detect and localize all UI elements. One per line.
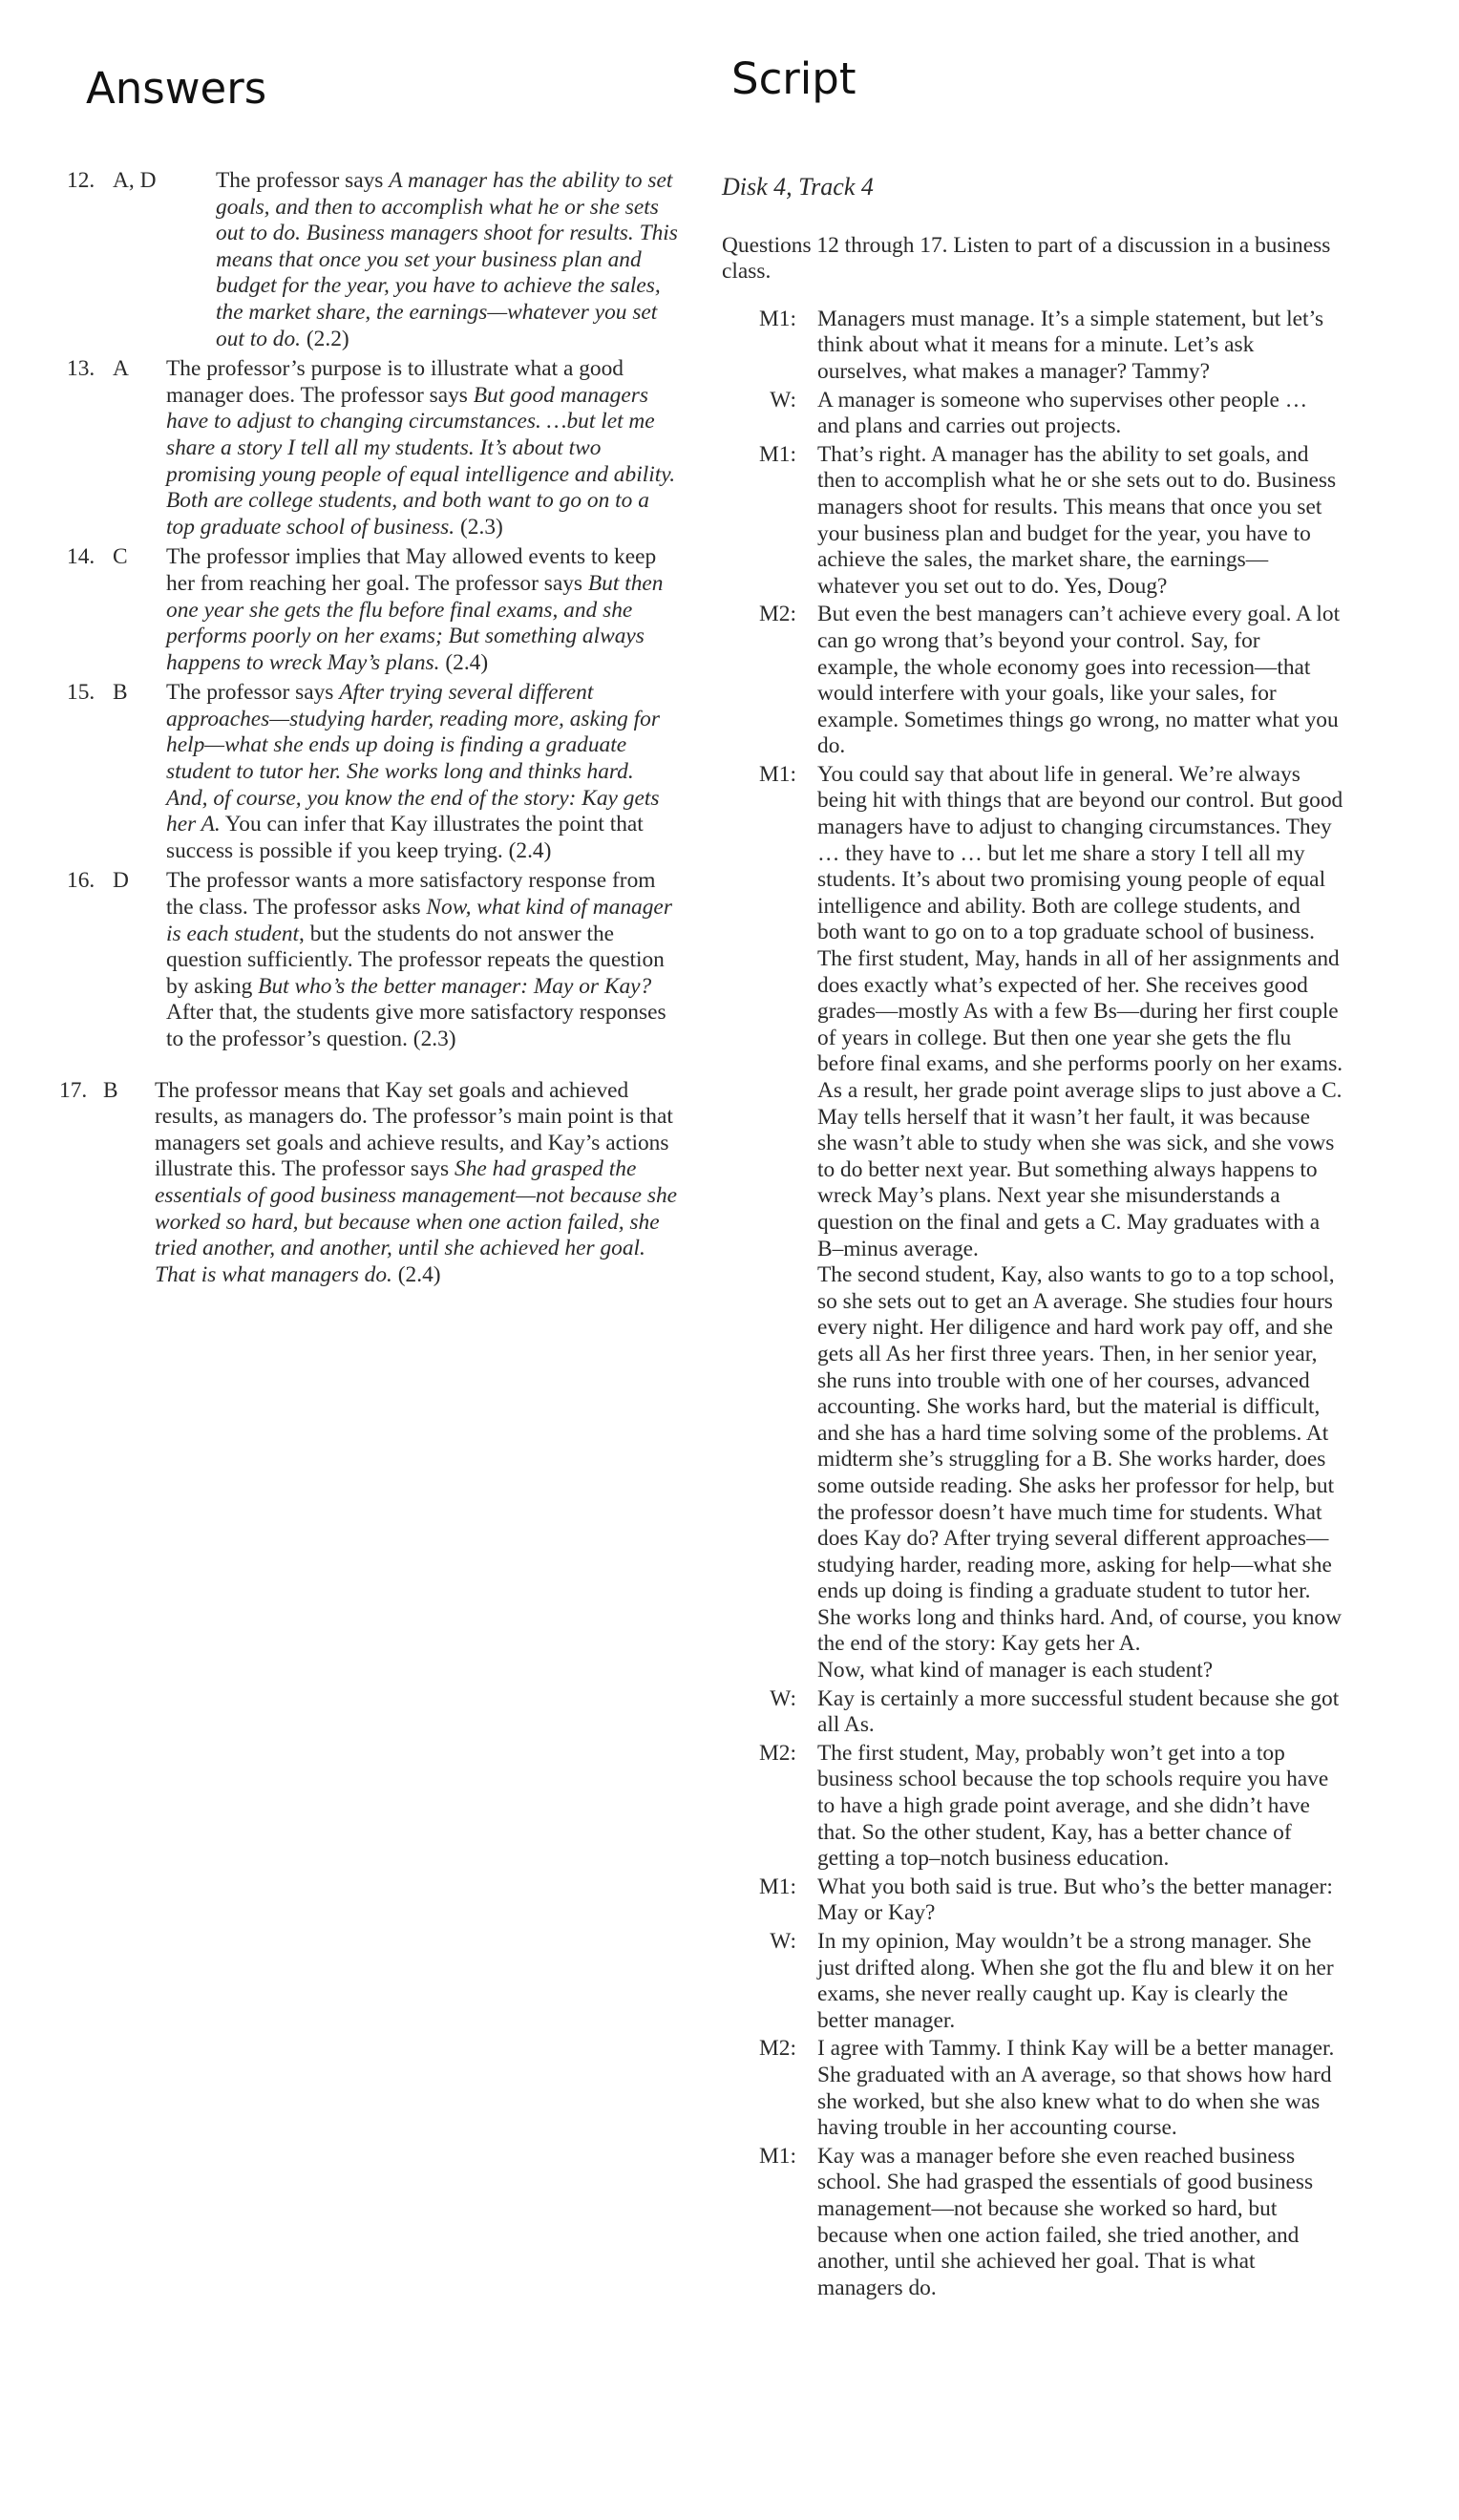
quoted-text: She had grasped the essentials of good business management—not because she worked so hard, but because when one action failed, she tried another, and another, until she achieved her goal. That is what managers do. <box>155 1156 678 1287</box>
explanation-text: The professor means that Kay set goals and achieved results, as managers do. The professor’s main point is that managers set goals and achieve results, and Kay’s actions illustrate this. The professor says <box>155 1077 673 1182</box>
script-heading: Script <box>731 53 856 104</box>
speaker-label: M2: <box>759 602 796 627</box>
explanation-text: (2.2) <box>301 326 349 351</box>
explanation-text: You can infer that Kay illustrates the point that success is possible if you keep trying. (2.4) <box>166 812 644 863</box>
explanation-text: (2.3) <box>455 514 503 540</box>
answer-item <box>67 356 678 540</box>
speech-text: In my opinion, May wouldn’t be a strong manager. She just drifted along. When she got the flu and blew it on her exams, she never really caught up. Kay is clearly the better manager. <box>817 1929 1334 2033</box>
dialogue-turn <box>722 1741 1344 1873</box>
speaker-label: M2: <box>759 1740 796 1766</box>
dialogue-turn <box>722 1874 1344 1927</box>
dialogue-turn <box>722 602 1344 760</box>
dialogue-turn <box>722 307 1344 386</box>
explanation-text: , but the students do not answer the question sufficiently. The professor repeats the question by asking <box>166 921 665 999</box>
speech-text: A manager is someone who supervises other people … and plans and carries out projects. <box>817 387 1308 439</box>
speech-text: The second student, Kay, also wants to go to a top school, so she sets out to get an A average. She studies four hours every night. Her diligence and hard work pay off, and she gets all As her first three years. Then, in her senior year, she runs into trouble with one of her courses, advanced accounting. She works hard, but the material is difficult, and she has a hard time solving some of the problems. At midterm she’s struggling for a B. She works harder, does some outside reading. She asks her professor for help, but the professor doesn’t have much time for students. What does Kay do? After trying several different approaches—studying harder, reading more, asking for help—what she ends up doing is finding a graduate student to tutor her. She works long and thinks hard. And, of course, you know the end of the story: Kay gets her A. <box>817 1262 1342 1657</box>
explanation-text: The professor says <box>216 168 390 193</box>
answer-item <box>67 680 678 864</box>
speaker-label: M1: <box>759 441 796 467</box>
answer-item <box>67 868 678 1052</box>
answer-number: 17. <box>59 1077 88 1103</box>
speech-text: But even the best managers can’t achieve every goal. A lot can go wrong that’s beyond your control. Say, for example, the whole economy goes into recession—that would interfere with your goals, like your sales, for example. Sometimes things go wrong, no matter what you do. <box>817 602 1341 759</box>
quoted-text: A manager has the ability to set goals, and then to accomplish what he or she sets out to do. Business managers shoot for results. This means that once you set your business plan and budget for the year, you have to achieve the sales, the market share, the earnings—whatever you set out to do. <box>216 168 678 351</box>
answer-explanation <box>166 680 678 864</box>
speech-text: I agree with Tammy. I think Kay will be a better manager. She graduated with an A average, so that shows how hard she worked, but she also knew what to do when she was having trouble in her accounting course. <box>817 2036 1335 2141</box>
speaker-label: M2: <box>759 2036 796 2062</box>
speech-text: The first student, May, hands in all of her assignments and does exactly what’s expected of her. She receives good grades—mostly As with a few Bs—during her first couple of years in college. But then one year she gets the flu before final exams, and she performs poorly on her exams. As a result, her grade point average slips to just above a C. May tells herself that it wasn’t her fault, it was because she wasn’t able to study when she was sick, and she vows to do better next year. But something always happens to wreck May’s plans. Next year she misunderstands a question on the final and gets a C. May graduates with a B–minus average. <box>817 946 1343 1261</box>
answers-heading: Answers <box>86 63 267 114</box>
speaker-label: W: <box>770 387 796 413</box>
quoted-text: But who’s the better manager: May or Kay? <box>258 973 652 999</box>
speech-text: Now, what kind of manager is each student? <box>817 1658 1214 1684</box>
dialogue-turn <box>722 442 1344 601</box>
speaker-label: M1: <box>759 2143 796 2169</box>
answer-explanation <box>155 1078 678 1289</box>
explanation-text: (2.4) <box>391 1261 441 1287</box>
answer-letter: B <box>103 1077 118 1103</box>
speech-text: You could say that about life in general. We’re always being hit with things that are beyond our control. But good managers have to adjust to changing circumstances. They … they have to … but let me share a story I tell all my students. It’s about two promising young people of equal intelligence and ability. Both are college students, and both want to go on to a top graduate school of business. <box>817 761 1343 945</box>
dialogue-turn <box>722 2036 1344 2141</box>
explanation-text: The professor says <box>166 680 340 706</box>
answer-item <box>67 544 678 676</box>
speech-text: Managers must manage. It’s a simple statement, but let’s think about what it means for a minute. Let’s ask ourselves, what makes a manager? Tammy? <box>817 306 1324 384</box>
speaker-label: M1: <box>759 306 796 331</box>
answer-letter: B <box>113 680 128 706</box>
speech-text: Kay was a manager before she even reached business school. She had grasped the essentials of good business management—not because she worked so hard, but because when one action failed, she tried another, and another, until she achieved her goal. That is what managers do. <box>817 2143 1314 2300</box>
explanation-text: After that, the students give more satisfactory responses to the professor’s question. (2.3) <box>166 1000 666 1051</box>
answer-letter: A <box>113 356 129 382</box>
answer-letter: D <box>113 868 129 894</box>
answer-explanation <box>166 868 678 1052</box>
quoted-text: After trying several different approaches—studying harder, reading more, asking for help—what she ends up doing is finding a graduate student to tutor her. She works long and thinks hard. And, of course, you know the end of the story: Kay gets her A. <box>166 680 660 837</box>
speech-text: That’s right. A manager has the ability to set goals, and then to accomplish what he or she sets out to do. Business managers shoot for results. This means that once you set your business plan and budget for the year, you have to achieve the sales, the market share, the earnings—whatever you set out to do. Yes, Doug? <box>817 441 1337 599</box>
answers-column <box>59 168 678 1292</box>
script-column <box>722 174 1344 2303</box>
answer-number: 16. <box>67 868 95 894</box>
speaker-label: M1: <box>759 761 796 787</box>
dialogue-turn <box>722 1686 1344 1739</box>
answer-letter: C <box>113 544 128 570</box>
quoted-text: But good managers have to adjust to changing circumstances. …but let me share a story I tell all my students. It’s about two promising young people of equal intelligence and ability. Both are college students, and both want to go on to a top graduate school of business. <box>166 382 676 540</box>
answer-explanation <box>166 356 678 540</box>
explanation-text: The professor wants a more satisfactory response from the class. The professor asks <box>166 868 656 921</box>
explanation-text: The professor’s purpose is to illustrate what a good manager does. The professor says <box>166 356 624 408</box>
dialogue-turn <box>722 2144 1344 2302</box>
track-title: Disk 4, Track 4 <box>722 173 874 201</box>
dialogue-turn <box>722 762 1344 1684</box>
quoted-text: Now, what kind of manager is each student <box>166 895 672 946</box>
dialogue-turn <box>722 1929 1344 2034</box>
speech-text: The first student, May, probably won’t get into a top business school because the top schools require you have to have a high grade point average, and she didn’t have that. So the other student, Kay, has a better chance of getting a top–notch business education. <box>817 1740 1329 1872</box>
dialogue-turn <box>722 388 1344 440</box>
answer-explanation <box>216 168 678 352</box>
explanation-text: The professor implies that May allowed events to keep her from reaching her goal. The professor says <box>166 544 657 596</box>
speaker-label: M1: <box>759 1874 796 1899</box>
answer-explanation <box>166 544 678 676</box>
script-intro: Questions 12 through 17. Listen to part of a discussion in a business class. <box>722 232 1331 285</box>
dialogue <box>722 307 1344 2302</box>
speaker-label: W: <box>770 1685 796 1711</box>
answer-number: 13. <box>67 356 95 382</box>
answer-number: 12. <box>67 168 95 193</box>
speech-text: Kay is certainly a more successful student because she got all As. <box>817 1685 1340 1738</box>
answer-item <box>67 168 678 352</box>
answer-item <box>59 1078 678 1289</box>
answer-letter: A, D <box>113 168 157 193</box>
answer-number: 14. <box>67 544 95 570</box>
explanation-text: (2.4) <box>439 649 489 675</box>
speech-text: What you both said is true. But who’s the better manager: May or Kay? <box>817 1874 1333 1926</box>
quoted-text: But then one year she gets the flu before final exams, and she performs poorly on her exams; But something always happens to wreck May’s plans. <box>166 570 664 675</box>
speaker-label: W: <box>770 1929 796 1954</box>
answer-number: 15. <box>67 680 95 706</box>
